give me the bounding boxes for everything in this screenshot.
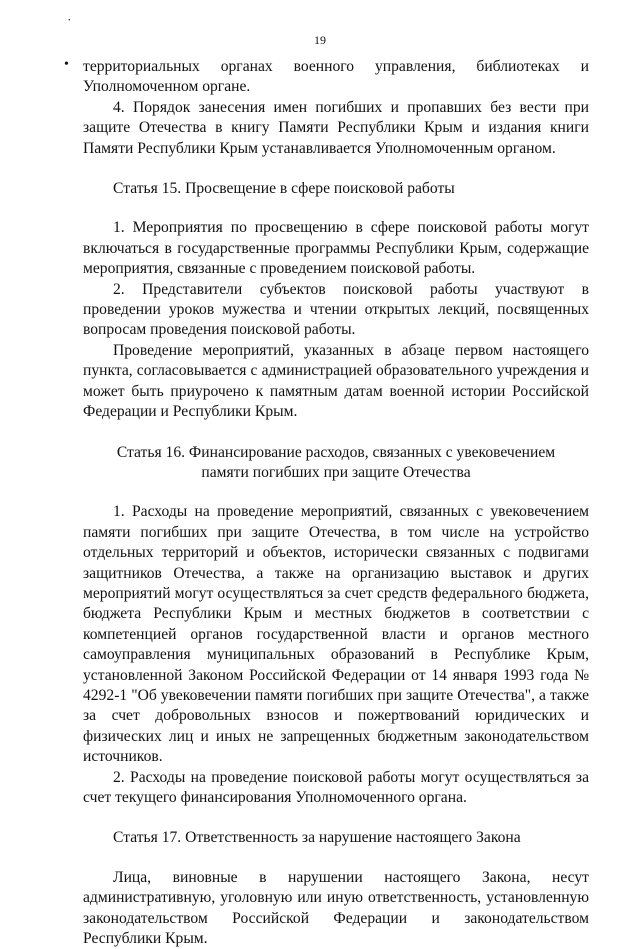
scan-mark: ˙ (67, 17, 72, 32)
article-heading (83, 443, 589, 484)
page-number: 19 (314, 33, 326, 47)
paragraph: 1. Расходы на проведение мероприятий, связанных с увековечением памяти погибших при защите Отечества, в том числе на устройство отдельных территорий и объектов, исторически связанных с подвигами защитников Отечества, а также на организацию выставок и других мероприятий могут осуществляться за счет средств федерального бюджета, бюджета Республики Крым и местных бюджетов в соответствии с компетенцией органов государственной власти и органов местного самоуправления муниципальных образований в Республике Крым, установленной Законом Российской Федерации от 14 января 1993 года № 4292-1 "Об увековечении памяти погибших при защите Отечества", а также за счет добровольных взносов и пожертвований юридических и физических лиц и иных не запрещенных бюджетным законодательством источников. (83, 503, 589, 766)
scan-mark: • (64, 57, 69, 72)
article-heading: Статья 15. Просвещение в сфере поисковой работы (113, 180, 455, 198)
article-heading-line: Статья 16. Финансирование расходов, связанных с увековечением (116, 443, 556, 461)
paragraph: территориальных органах военного управления, библиотеках и Уполномоченном органе. (83, 58, 589, 96)
paragraph: Лица, виновные в нарушении настоящего Закона, несут административную, уголовную или иную ответственность, установленную законодательством Российской Федерации и законодательством Республики Крым. (83, 868, 589, 948)
paragraph: 4. Порядок занесения имен погибших и пропавших без вести при защите Отечества в книгу Памяти Республики Крым и издания книги Памяти Республики Крым устанавливается Уполномоченным органом. (83, 98, 589, 157)
paragraph: 2. Представители субъектов поисковой работы участвуют в проведении уроков мужества и чтении открытых лекций, посвященных вопросам проведения поисковой работы. (83, 280, 589, 339)
document-body (83, 57, 589, 949)
paragraph: 2. Расходы на проведение поисковой работы могут осуществляться за счет текущего финансирования Уполномоченного органа. (83, 768, 589, 806)
article-heading-line: памяти погибших при защите Отечества (201, 463, 471, 481)
paragraph: Проведение мероприятий, указанных в абзаце первом настоящего пункта, согласовывается с администрацией образовательного учреждения и может быть приурочено к памятным датам военной истории Российской Федерации и Республики Крым. (83, 341, 589, 421)
article-heading: Статья 17. Ответственность за нарушение настоящего Закона (113, 829, 521, 847)
paragraph: 1. Мероприятия по просвещению в сфере поисковой работы могут включаться в государственные программы Республики Крым, содержащие мероприятия, связанные с проведением поисковой работы. (83, 219, 589, 278)
